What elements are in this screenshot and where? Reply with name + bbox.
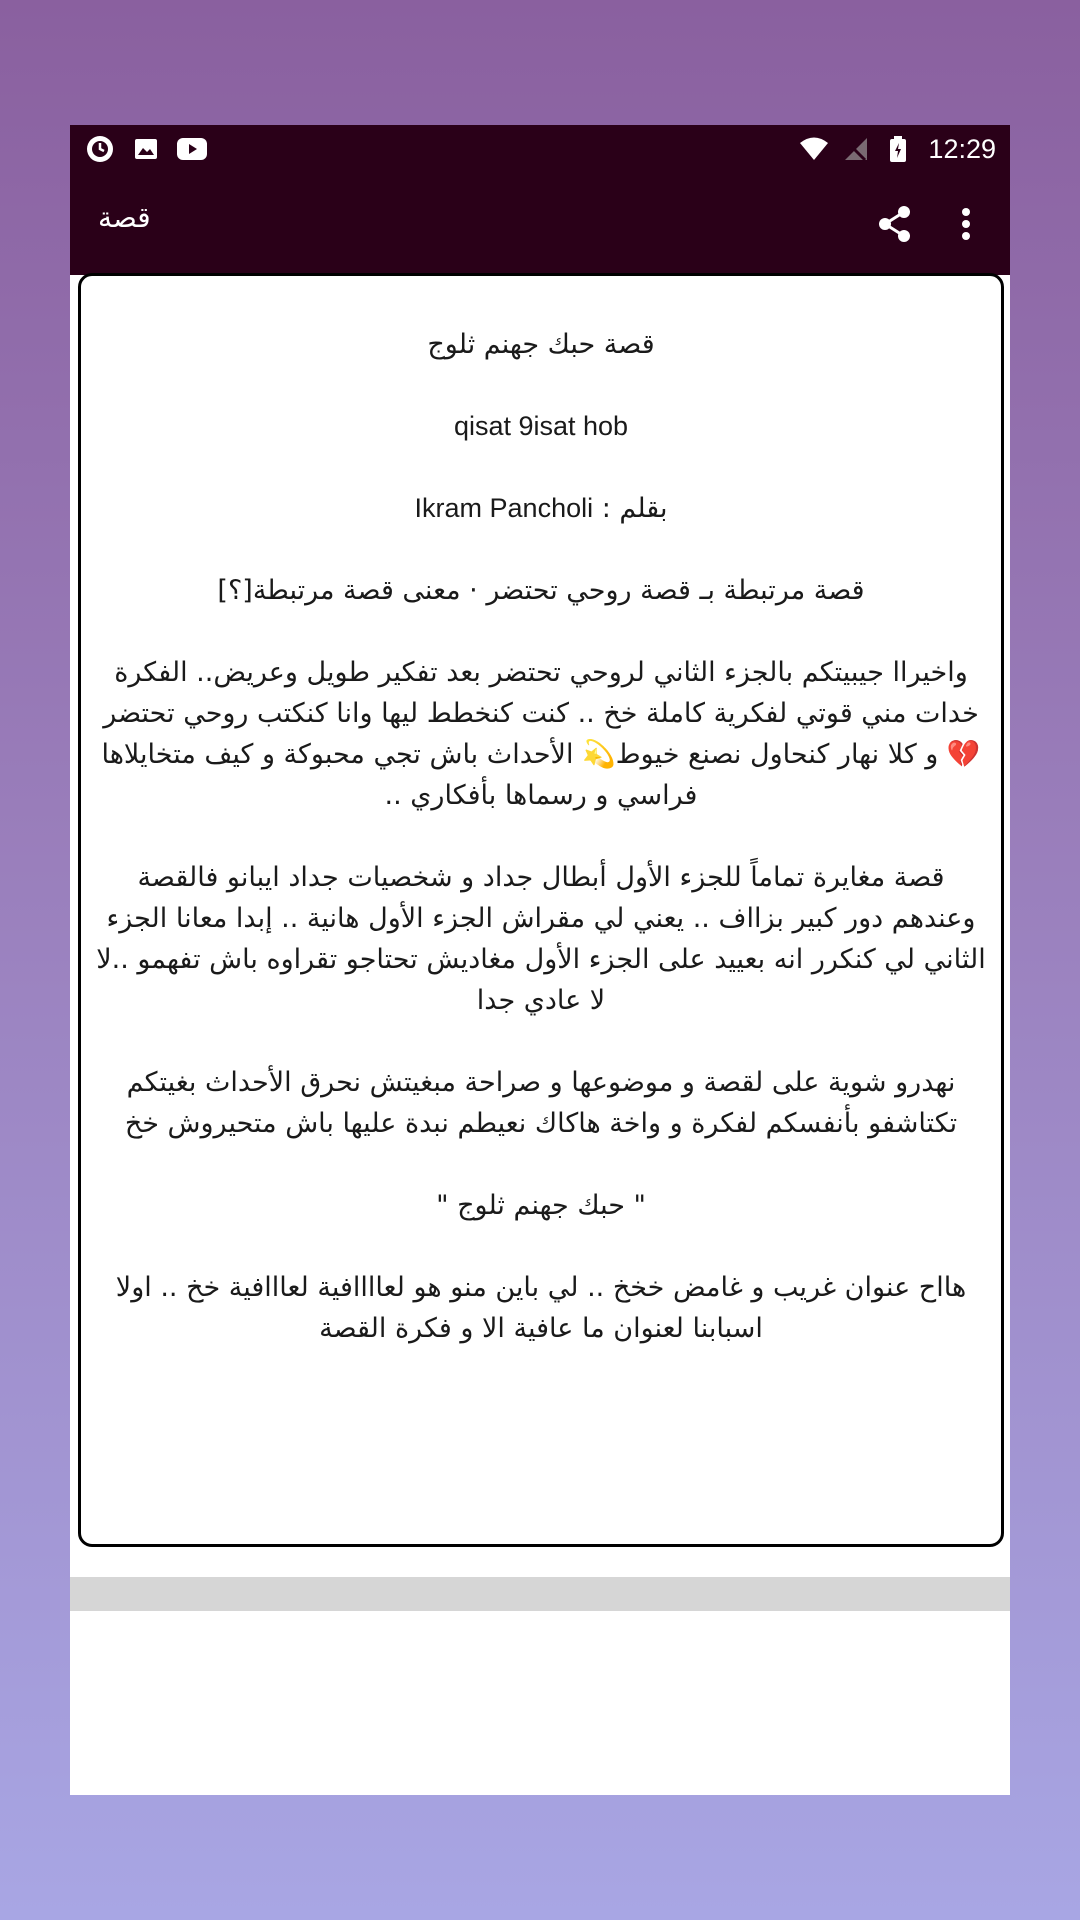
phone-screen xyxy=(70,125,1010,1795)
story-paragraph: هااح عنوان غريب و غامض خخخ .. لي باين منو هو لعاااافية لعااافية خخ .. اولا اسبابنا لعنوان ما عافية الا و فكرة القصة xyxy=(115,1272,967,1344)
author-name: Ikram Pancholi xyxy=(414,493,594,523)
story-author xyxy=(95,488,987,529)
story-quote-title: " حبك جهنم ثلوج " xyxy=(436,1190,646,1221)
status-bar xyxy=(70,125,1010,175)
story-title: قصة حبك جهنم ثلوج xyxy=(427,329,655,360)
no-signal-icon xyxy=(840,133,872,165)
linked-story-note: قصة مرتبطة بـ قصة روحي تحتضر · معنى قصة مرتبطة[؟] xyxy=(217,575,865,606)
author-label: بقلم : xyxy=(601,493,668,524)
bottom-divider-bar xyxy=(70,1577,1010,1611)
battery-icon xyxy=(882,133,914,165)
story-latin-title: qisat 9isat hob xyxy=(453,411,629,441)
app-toolbar xyxy=(70,175,1010,275)
more-vertical-icon[interactable] xyxy=(946,199,986,249)
sync-notification-icon xyxy=(84,133,116,165)
clock: 12:29 xyxy=(928,133,996,164)
page-title: قصة xyxy=(98,201,151,234)
story-paragraph: نهدرو شوية على لقصة و موضوعها و صراحة مبغيتش نحرق الأحداث بغيتكم تكتاشفو بأنفسكم لفكرة و واخة هاكاك نعيطم نبدة عليها باش متحيروش خخ xyxy=(124,1067,958,1139)
wifi-icon xyxy=(798,133,830,165)
story-paragraph: قصة مغايرة تماماً للجزء الأول أبطال جداد و شخصيات جداد ايبانو فالقصة وعندهم دور كبير بزااف .. يعني لي مقراش الجزء الأول هانية .. إبدا معانا الجزء الثاني لي كنكرر انه بعييد على الجزء الأول مغاديش تحتاجو تقراوه باش تفهمو ..لا لا عادي جدا xyxy=(96,862,986,1016)
system-status-icons xyxy=(798,133,996,165)
story-content-card[interactable] xyxy=(78,273,1004,1547)
video-play-notification-icon xyxy=(176,133,208,165)
image-notification-icon xyxy=(130,133,162,165)
share-icon[interactable] xyxy=(870,199,920,249)
story-paragraph: واخيراا جيبيتكم بالجزء الثاني لروحي تحتضر بعد تفكير طويل وعريض.. الفكرة خدات مني قوتي لفكرية كاملة خخ .. كنت كنخطط ليها وانا كنكتب روحي تحتضر💔 و كلا نهار كنحاول نصنع خيوط💫 الأحداث باش تجي محبوكة و كيف متخايلاها فراسي و رسماها بأفكاري .. xyxy=(101,657,981,811)
story-text xyxy=(81,276,1001,1390)
notification-icons xyxy=(84,133,208,165)
